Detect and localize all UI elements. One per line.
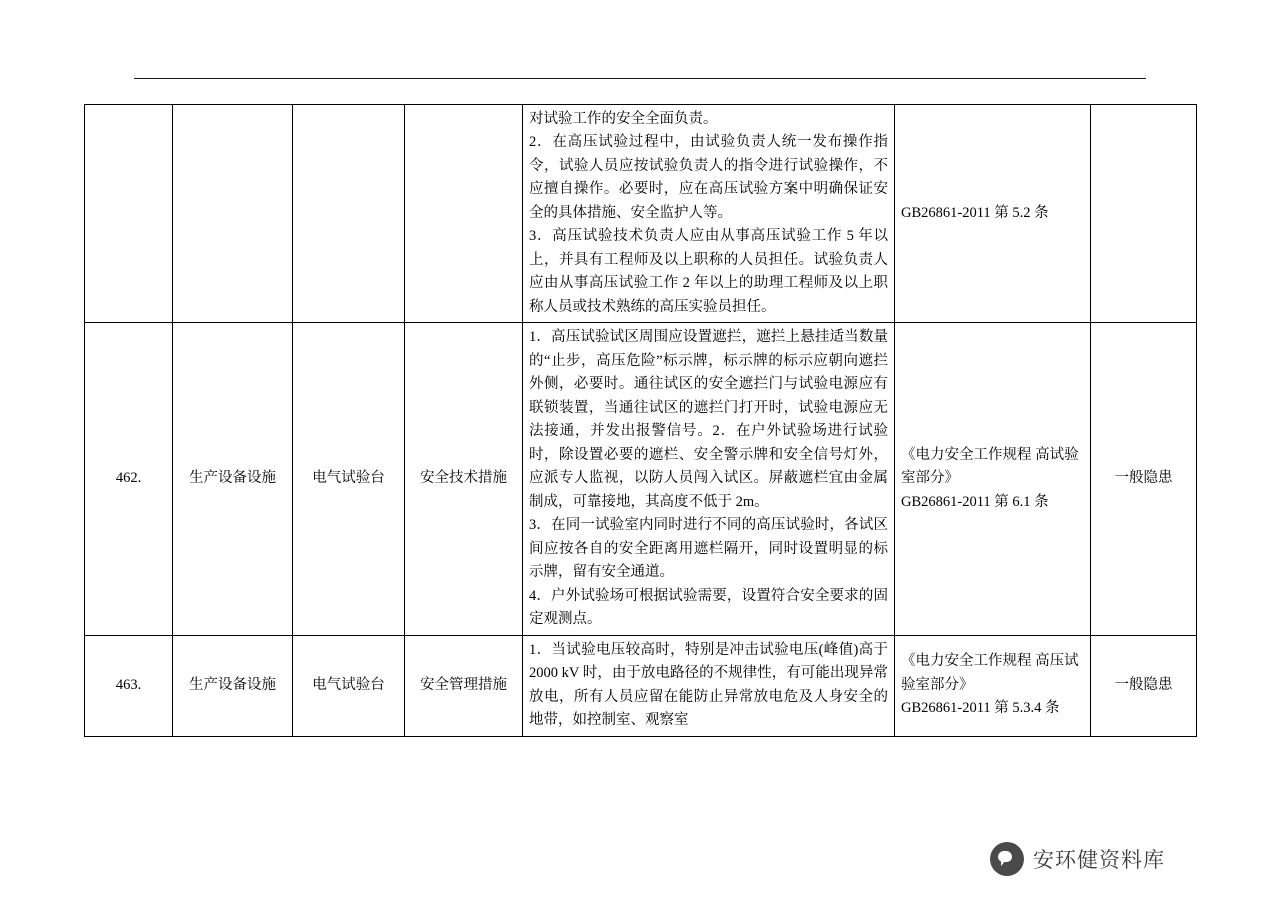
- wechat-official-account-icon: [990, 842, 1024, 876]
- table-row: [85, 323, 1197, 635]
- row-reference-text: GB26861-2011 第 5.2 条: [901, 204, 1049, 221]
- row-reference: [895, 635, 1091, 736]
- row-object: 电气试验台: [293, 635, 405, 736]
- row-category: 生产设备设施: [173, 635, 293, 736]
- table-row: [85, 635, 1197, 736]
- row-body-text: [523, 323, 895, 635]
- row-reference-text: 《电力安全工作规程 高压试验室部分》 GB26861-2011 第 5.3.4 条: [901, 653, 1079, 717]
- row-reference: [895, 323, 1091, 635]
- row-body-paragraph: 1．高压试验试区周围应设置遮拦，遮拦上悬挂适当数量的“止步，高压危险”标示牌，标示牌的标示应朝向遮拦外侧，必要时。通往试区的安全遮拦门与试验电源应有联锁装置，当通往试区的遮拦门打开时，试验电源应无法接通，并发出报警信号。2．在户外试验场进行试验时，除设置必要的遮栏、安全警示牌和安全信号灯外，应派专人监视，以防人员闯入试区。屏蔽遮栏宜由金属制成，可靠接地，其高度不低于 2m。 3．在同一试验室内同时进行不同的高压试验时，各试区间应按各自的安全距离用遮栏隔开，同时设置明显的标示牌，留有安全通道。 4．户外试验场可根据试验需要，设置符合安全要求的固定观测点。: [529, 329, 888, 628]
- row-body-paragraph: 1．当试验电压较高时，特别是冲击试验电压(峰值)高于 2000 kV 时，由于放电路径的不规律性，有可能出现异常放电，所有人员应留在能防止异常放电危及人身安全的地带，如控制室、观察室: [529, 641, 888, 729]
- row-measure: 安全管理措施: [405, 635, 523, 736]
- row-reference-text: 《电力安全工作规程 高试验室部分》 GB26861-2011 第 6.1 条: [901, 446, 1079, 510]
- table-row: [85, 105, 1197, 323]
- row-body-paragraph: 对试验工作的安全全面负责。 2．在高压试验过程中，由试验负责人统一发布操作指令，试验人员应按试验负责人的指令进行试验操作，不应擅自操作。必要时，应在高压试验方案中明确保证安全的具体措施、安全监护人等。 3．高压试验技术负责人应由从事高压试验工作 5 年以上，并具有工程师及以上职称的人员担任。试验负责人应由从事高压试验工作 2 年以上的助理工程师及以上职称人员或技术熟练的高压实验员担任。: [529, 111, 888, 315]
- row-number: [85, 105, 173, 323]
- footer-brand: [990, 842, 1165, 876]
- row-risk-level: 一般隐患: [1091, 635, 1197, 736]
- row-body-text: [523, 635, 895, 736]
- row-measure: [405, 105, 523, 323]
- row-number: 462.: [85, 323, 173, 635]
- row-risk-level: [1091, 105, 1197, 323]
- row-object: 电气试验台: [293, 323, 405, 635]
- row-category: [173, 105, 293, 323]
- row-risk-level: 一般隐患: [1091, 323, 1197, 635]
- row-number: 463.: [85, 635, 173, 736]
- row-object: [293, 105, 405, 323]
- row-measure: 安全技术措施: [405, 323, 523, 635]
- row-body-text: [523, 105, 895, 323]
- row-reference: [895, 105, 1091, 323]
- row-category: 生产设备设施: [173, 323, 293, 635]
- hazard-checklist-table: [84, 104, 1197, 737]
- header-rule: [134, 78, 1146, 79]
- footer-brand-label: 安环健资料库: [1033, 849, 1165, 872]
